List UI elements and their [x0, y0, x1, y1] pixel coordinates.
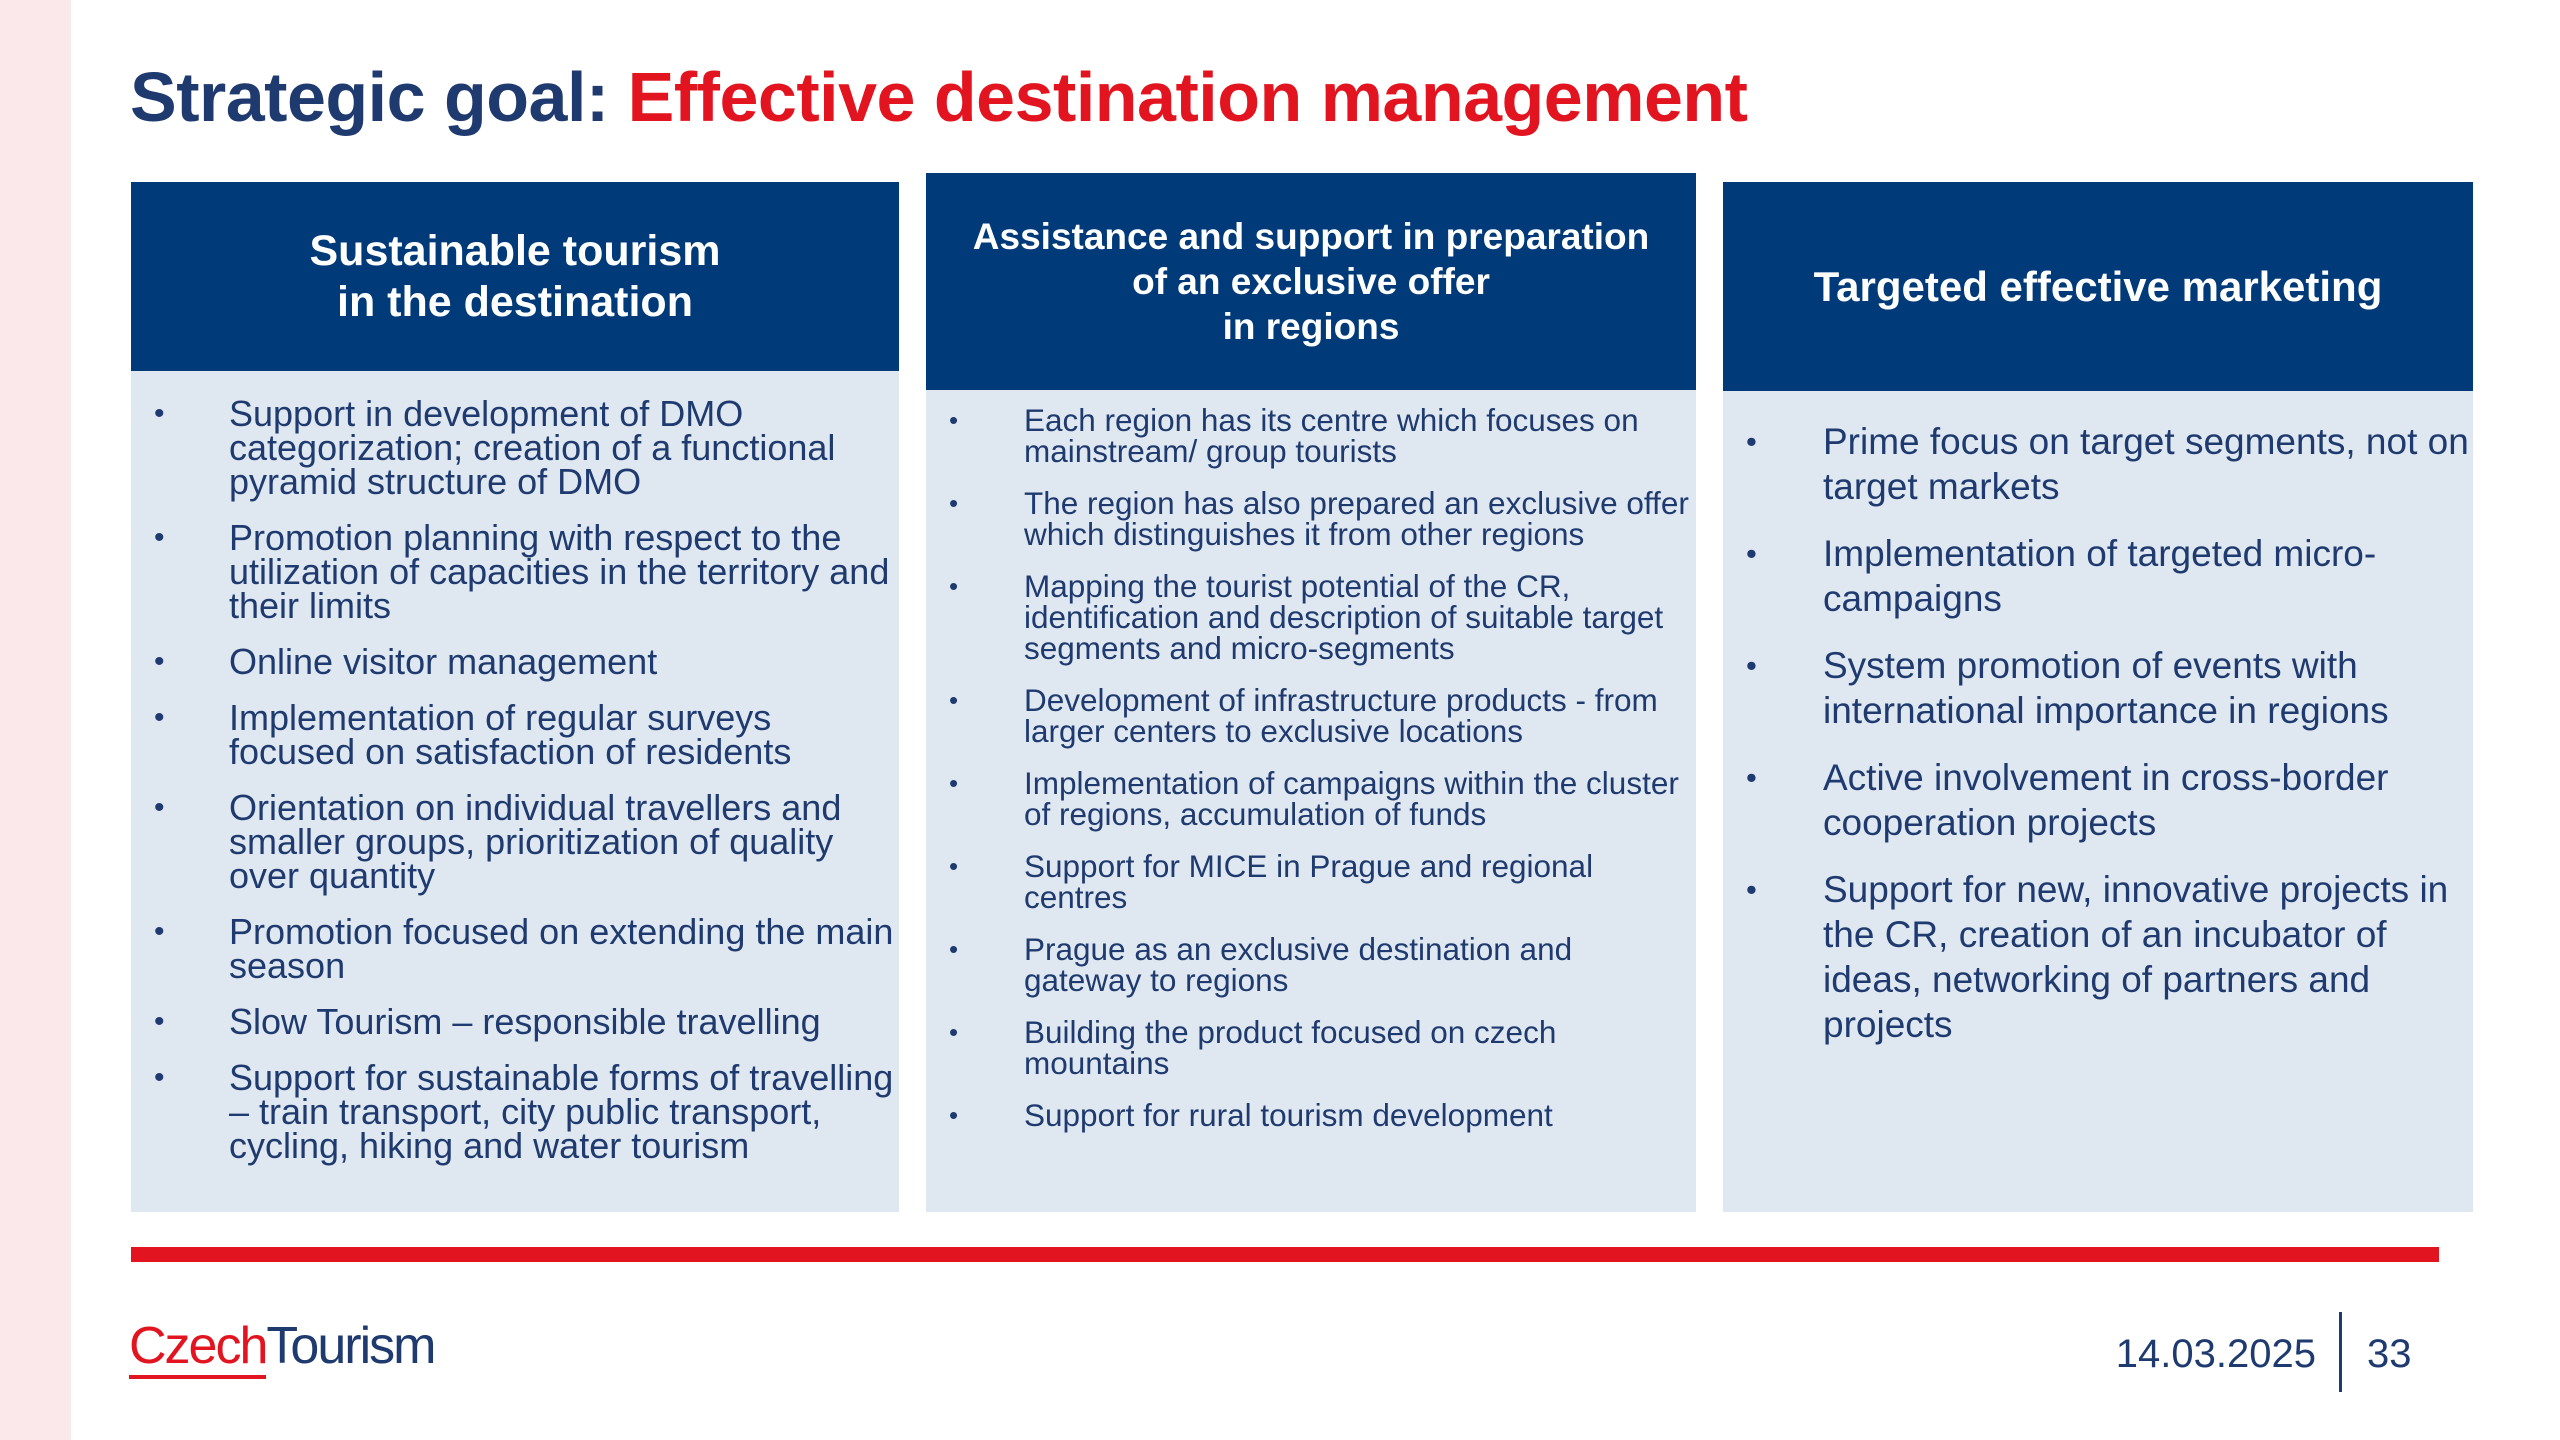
list-item-text: Prime focus on target segments, not on target markets: [1823, 421, 2469, 507]
column-body: [131, 393, 899, 1185]
bullet-icon: •: [154, 521, 165, 554]
list-item: [154, 1001, 899, 1042]
column-body: [1723, 419, 2473, 1069]
list-item-text: Support in development of DMO categorization; creation of a functional pyramid structure of DMO: [229, 393, 836, 502]
list-item-text: Implementation of campaigns within the cluster of regions, accumulation of funds: [1024, 765, 1679, 832]
page-number: 33: [2367, 1332, 2412, 1376]
list-item: [154, 393, 899, 502]
list-item-text: Active involvement in cross-border cooperation projects: [1823, 757, 2389, 843]
list-item: [949, 931, 1696, 998]
list-item-text: Orientation on individual travellers and smaller groups, prioritization of quality over quantity: [229, 787, 842, 896]
column-header: Sustainable tourism in the destination: [131, 182, 899, 371]
bullet-icon: •: [154, 791, 165, 824]
bullet-icon: •: [949, 571, 959, 601]
bullet-icon: •: [949, 768, 959, 798]
bullet-icon: •: [949, 405, 959, 435]
list-item-text: Support for MICE in Prague and regional centres: [1024, 848, 1594, 915]
footer-date: 14.03.2025: [2115, 1332, 2316, 1376]
title-accent: Effective destination management: [627, 58, 1748, 136]
list-item: [949, 682, 1696, 749]
list-item: [154, 1057, 899, 1166]
list-item: [949, 402, 1696, 469]
list-item: [1748, 419, 2473, 509]
bullet-icon: •: [1746, 872, 1757, 907]
footer-divider: [2339, 1312, 2342, 1392]
column-header: Assistance and support in preparation of an exclusive offer in regions: [926, 173, 1696, 390]
list-item: [154, 787, 899, 896]
bullet-icon: •: [1746, 760, 1757, 795]
column-targeted-marketing: [1723, 182, 2473, 1212]
bullet-list: [926, 402, 1696, 1133]
bullet-icon: •: [1746, 648, 1757, 683]
list-item-text: Support for rural tourism development: [1024, 1097, 1553, 1133]
logo-tourism: Tourism: [266, 1317, 435, 1375]
red-divider-rule: [131, 1247, 2439, 1262]
bullet-list: [1723, 419, 2473, 1047]
bullet-icon: •: [949, 851, 959, 881]
bullet-icon: •: [154, 397, 165, 430]
slide-title: [130, 52, 1747, 142]
list-item-text: Each region has its centre which focuses on mainstream/ group tourists: [1024, 402, 1639, 469]
column-body: [926, 402, 1696, 1152]
list-item-text: Prague as an exclusive destination and gateway to regions: [1024, 931, 1573, 998]
title-prefix: Strategic goal:: [130, 58, 628, 136]
column-header: Targeted effective marketing: [1723, 182, 2473, 391]
logo-czech: Czech: [129, 1317, 266, 1379]
list-item: [949, 568, 1696, 666]
bullet-icon: •: [154, 915, 165, 948]
bullet-icon: •: [1746, 536, 1757, 571]
list-item: [154, 641, 899, 682]
bullet-icon: •: [949, 934, 959, 964]
list-item: [154, 697, 899, 772]
list-item-text: Implementation of regular surveys focused on satisfaction of residents: [229, 697, 792, 772]
list-item: [949, 848, 1696, 915]
list-item-text: Support for sustainable forms of travelling – train transport, city public transport, cycling, hiking and water tourism: [229, 1057, 894, 1166]
bullet-list: [131, 393, 899, 1166]
list-item-text: Promotion focused on extending the main season: [229, 911, 894, 986]
bullet-icon: •: [949, 1100, 959, 1130]
list-item-text: Mapping the tourist potential of the CR, identification and description of suitable target segments and micro-segments: [1024, 568, 1664, 666]
left-accent-band: [0, 0, 71, 1440]
list-item: [154, 911, 899, 986]
list-item-text: System promotion of events with international importance in regions: [1823, 645, 2389, 731]
czechtourism-logo: [129, 1316, 434, 1376]
list-item: [949, 765, 1696, 832]
list-item-text: Slow Tourism – responsible travelling: [229, 1001, 821, 1042]
column-exclusive-offer: [926, 173, 1696, 1212]
list-item-text: Promotion planning with respect to the utilization of capacities in the territory and their limits: [229, 517, 890, 626]
list-item: [949, 1097, 1696, 1133]
list-item-text: Building the product focused on czech mountains: [1024, 1014, 1557, 1081]
list-item: [1748, 531, 2473, 621]
list-item: [949, 485, 1696, 552]
bullet-icon: •: [154, 1005, 165, 1038]
bullet-icon: •: [949, 685, 959, 715]
bullet-icon: •: [154, 645, 165, 678]
bullet-icon: •: [1746, 424, 1757, 459]
list-item-text: Online visitor management: [229, 641, 658, 682]
list-item-text: Development of infrastructure products - from larger centers to exclusive locations: [1024, 682, 1658, 749]
list-item-text: The region has also prepared an exclusive offer which distinguishes it from other regions: [1024, 485, 1689, 552]
list-item: [1748, 643, 2473, 733]
list-item: [1748, 755, 2473, 845]
column-sustainable-tourism: [131, 182, 899, 1212]
bullet-icon: •: [154, 701, 165, 734]
bullet-icon: •: [949, 1017, 959, 1047]
list-item-text: Support for new, innovative projects in the CR, creation of an incubator of ideas, networking of partners and projects: [1823, 869, 2449, 1045]
list-item: [1748, 867, 2473, 1047]
bullet-icon: •: [949, 488, 959, 518]
list-item-text: Implementation of targeted micro-campaigns: [1823, 533, 2377, 619]
bullet-icon: •: [154, 1061, 165, 1094]
list-item: [949, 1014, 1696, 1081]
list-item: [154, 517, 899, 626]
